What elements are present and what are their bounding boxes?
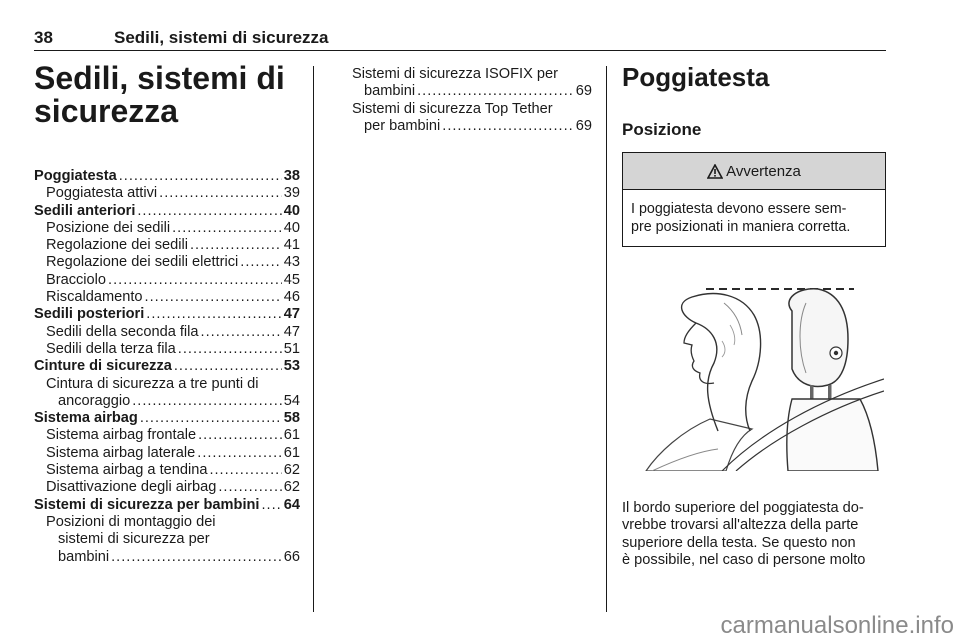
toc-entry[interactable] — [34, 220, 300, 237]
toc-entry-label: ancoraggio — [58, 392, 131, 409]
warning-header — [623, 153, 885, 190]
toc-entry[interactable] — [34, 410, 300, 427]
page-number: 38 — [34, 28, 53, 47]
toc-entry-label: Sedili della seconda fila — [46, 323, 199, 340]
toc-entry[interactable] — [34, 306, 300, 323]
toc-entry[interactable] — [340, 83, 592, 100]
chapter-title-line-1: Sedili, sistemi di — [34, 60, 285, 96]
toc-dot-leader — [145, 289, 282, 306]
column-divider — [606, 66, 607, 612]
toc-entry[interactable] — [34, 479, 300, 496]
toc-entry-label[interactable]: sistemi di sicurezza per — [58, 531, 210, 548]
chapter-title — [34, 62, 300, 128]
toc-page-number: 61 — [283, 444, 300, 461]
toc-dot-leader — [197, 445, 282, 462]
toc-entry[interactable] — [34, 393, 300, 410]
running-title: Sedili, sistemi di sicurezza — [114, 28, 329, 47]
toc-page-number: 47 — [283, 306, 300, 323]
toc-entry-label: Riscaldamento — [46, 289, 143, 306]
toc-entry-label[interactable]: Posizioni di montaggio dei — [46, 513, 216, 530]
body-line-3: superiore della testa. Se questo non — [622, 534, 856, 551]
toc-entry[interactable] — [340, 118, 592, 135]
toc-entry-label: Sistema airbag laterale — [46, 444, 196, 461]
toc-entry-label: Sistemi di sicurezza per bambini — [34, 496, 260, 513]
toc-page-number: 62 — [283, 479, 300, 496]
toc-entry-label: Cinture di sicurezza — [34, 358, 172, 375]
toc-page-number: 51 — [283, 340, 300, 357]
toc-page-number: 53 — [283, 358, 300, 375]
toc-entry[interactable] — [34, 324, 300, 341]
toc-page-number: 47 — [283, 323, 300, 340]
toc-page-number: 45 — [283, 271, 300, 288]
head-restraint-position-illustration — [622, 281, 884, 471]
toc-entry-label: Regolazione dei sedili elettrici — [46, 254, 239, 271]
warning-text-line-2: pre posizionati in maniera corretta. — [631, 218, 851, 235]
warning-box — [622, 152, 886, 247]
toc-dot-leader — [146, 306, 281, 323]
toc-page-number: 40 — [283, 219, 300, 236]
toc-dot-leader — [108, 272, 282, 289]
toc-entry-label: Poggiatesta attivi — [46, 185, 158, 202]
toc-dot-leader — [190, 237, 282, 254]
toc-page-number: 61 — [283, 427, 300, 444]
toc-dot-leader — [174, 358, 282, 375]
toc-entry-label: bambini — [58, 548, 110, 565]
toc-page-number: 39 — [283, 185, 300, 202]
toc-dot-leader — [111, 549, 282, 566]
toc-page-number: 69 — [575, 117, 592, 134]
toc-dot-leader — [137, 203, 281, 220]
toc-dot-leader — [132, 393, 282, 410]
toc-dot-leader — [140, 410, 282, 427]
toc-entry-label[interactable]: Cintura di sicurezza a tre punti di — [46, 375, 259, 392]
chapter-title-line-2: sicurezza — [34, 93, 179, 129]
toc-entry[interactable] — [34, 427, 300, 444]
toc-dot-leader — [119, 168, 282, 185]
toc-dot-leader — [172, 220, 282, 237]
toc-entry[interactable] — [34, 254, 300, 271]
toc-entry-label: Sedili anteriori — [34, 202, 136, 219]
toc-entry-label: Bracciolo — [46, 271, 107, 288]
section-title: Poggiatesta — [622, 62, 770, 92]
toc-dot-leader — [261, 497, 281, 514]
toc-entry-label[interactable]: Sistemi di sicurezza ISOFIX per — [352, 66, 558, 82]
toc-dot-leader — [201, 324, 282, 341]
toc-entry-label: Sistema airbag — [34, 410, 138, 427]
toc-dot-leader — [209, 462, 281, 479]
toc-page-number: 40 — [283, 202, 300, 219]
content-column — [622, 62, 886, 569]
toc-page-number: 64 — [283, 496, 300, 513]
toc-dot-leader — [159, 185, 282, 202]
toc-entry[interactable] — [34, 549, 300, 566]
toc-entry[interactable] — [34, 497, 300, 514]
column-divider — [313, 66, 314, 612]
toc-page-number: 66 — [283, 548, 300, 565]
toc-entry[interactable] — [34, 185, 300, 202]
watermark: carmanualsonline.info — [720, 612, 954, 639]
toc-entry-label: Sistema airbag frontale — [46, 427, 197, 444]
toc-entry-label: Disattivazione degli airbag — [46, 479, 217, 496]
body-line-2: vrebbe trovarsi all'altezza della parte — [622, 517, 859, 534]
warning-triangle-icon — [707, 164, 723, 179]
toc-list-continued — [340, 66, 592, 135]
toc-entry-label: Sedili posteriori — [34, 306, 145, 323]
toc-entry-label[interactable]: Sistemi di sicurezza Top Tether — [352, 100, 553, 117]
toc-entry[interactable] — [34, 341, 300, 358]
toc-entry[interactable] — [34, 462, 300, 479]
toc-page-number: 58 — [283, 410, 300, 427]
subsection-title: Posizione — [622, 120, 702, 139]
toc-entry-label: bambini — [364, 83, 416, 100]
toc-dot-leader — [442, 118, 574, 135]
warning-title: Avvertenza — [726, 162, 801, 180]
page-header — [34, 28, 886, 51]
toc-dot-leader — [178, 341, 282, 358]
toc-entry-label: Posizione dei sedili — [46, 219, 171, 236]
toc-entry[interactable] — [34, 237, 300, 254]
toc-entry-label: Poggiatesta — [34, 168, 117, 184]
toc-entry-label: Regolazione dei sedili — [46, 237, 188, 254]
toc-dot-leader — [198, 427, 282, 444]
toc-page-number: 54 — [283, 392, 300, 409]
toc-dot-leader — [417, 83, 574, 100]
toc-page-number: 41 — [283, 237, 300, 254]
toc-entry[interactable] — [34, 289, 300, 306]
toc-page-number: 62 — [283, 462, 300, 479]
toc-entry[interactable] — [34, 272, 300, 289]
toc-entry-label: Sistema airbag a tendina — [46, 462, 208, 479]
toc-entry[interactable] — [34, 358, 300, 375]
toc-column-1 — [34, 62, 300, 566]
toc-entry[interactable] — [34, 203, 300, 220]
toc-dot-leader — [240, 254, 282, 271]
warning-text-line-1: I poggiatesta devono essere sem- — [631, 201, 847, 217]
toc-list — [34, 168, 300, 566]
body-line-1: Il bordo superiore del poggiatesta do- — [622, 500, 864, 516]
toc-page-number: 38 — [283, 168, 300, 184]
toc-page-number: 43 — [283, 254, 300, 271]
toc-entry[interactable] — [34, 445, 300, 462]
toc-dot-leader — [218, 479, 281, 496]
body-line-4: è possibile, nel caso di persone molto — [622, 551, 866, 568]
toc-page-number: 69 — [575, 83, 592, 100]
toc-entry-label: per bambini — [364, 117, 441, 134]
toc-column-2 — [340, 66, 592, 135]
toc-entry-label: Sedili della terza fila — [46, 340, 176, 357]
toc-entry[interactable] — [34, 168, 300, 185]
body-paragraph — [622, 500, 886, 569]
toc-page-number: 46 — [283, 289, 300, 306]
warning-text — [623, 190, 885, 246]
